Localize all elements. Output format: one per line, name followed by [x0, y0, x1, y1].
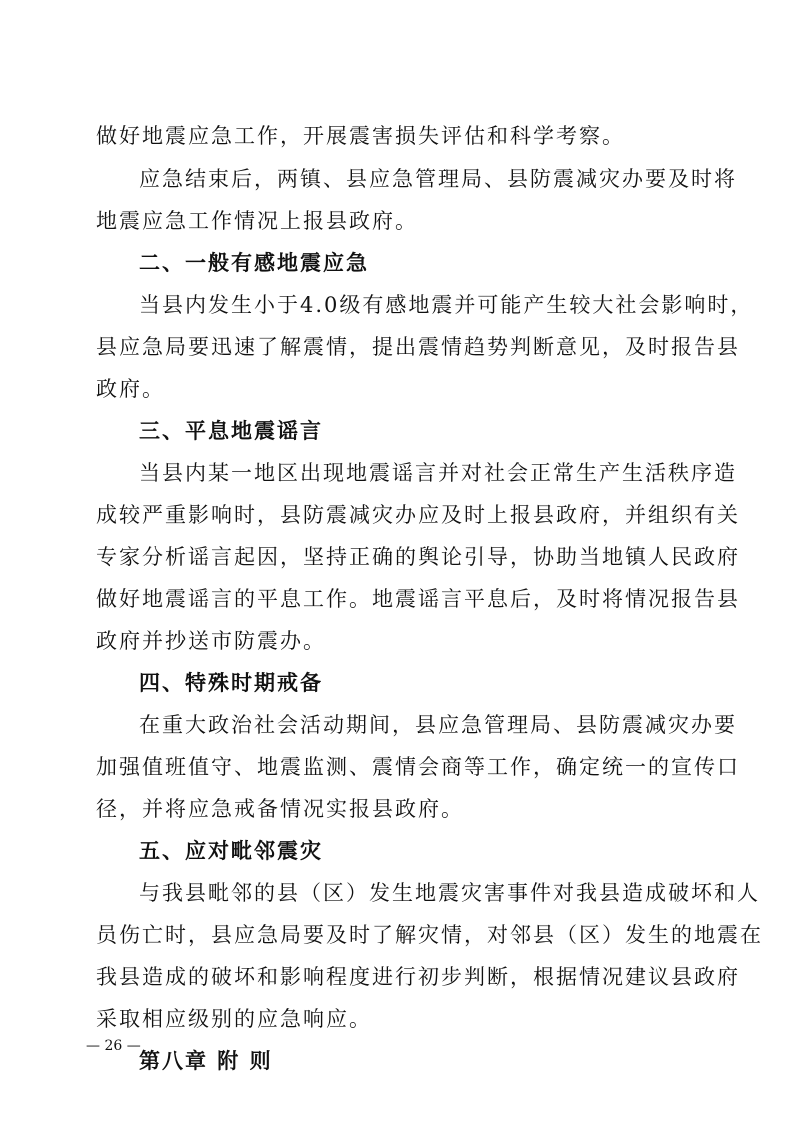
paragraph-line: 应急结束后，两镇、县应急管理局、县防震减灾办要及时将: [139, 167, 737, 191]
paragraph-line: 成较严重影响时，县防震减灾办应及时上报县政府，并组织有关: [96, 503, 740, 527]
paragraph-line: 径，并将应急戒备情况实报县政府。: [96, 797, 464, 821]
paragraph-line: 做好地震应急工作，开展震害损失评估和科学考察。: [96, 124, 625, 148]
paragraph-line: 地震应急工作情况上报县政府。: [96, 209, 418, 233]
paragraph-line: 政府。: [96, 377, 165, 401]
section-heading: 三、平息地震谣言: [139, 419, 323, 443]
paragraph-line: 在重大政治社会活动期间，县应急管理局、县防震减灾办要: [139, 713, 737, 737]
section-heading: 五、应对毗邻震灾: [139, 839, 323, 863]
paragraph-line: 当县内某一地区出现地震谣言并对社会正常生产生活秩序造: [139, 461, 737, 485]
paragraph-line: 做好地震谣言的平息工作。地震谣言平息后，及时将情况报告县: [96, 587, 740, 611]
paragraph-line: 当县内发生小于4.0级有感地震并可能产生较大社会影响时，: [139, 293, 754, 317]
paragraph-line: 政府并抄送市防震办。: [96, 629, 326, 653]
paragraph-line: 加强值班值守、地震监测、震情会商等工作，确定统一的宣传口: [96, 755, 740, 779]
paragraph-line: 我县造成的破坏和影响程度进行初步判断，根据情况建议县政府: [96, 965, 740, 989]
paragraph-line: 与我县毗邻的县（区）发生地震灾害事件对我县造成破坏和人: [139, 881, 760, 905]
paragraph-line: 专家分析谣言起因，坚持正确的舆论引导，协助当地镇人民政府: [96, 545, 740, 569]
chapter-heading: 第八章 附 则: [139, 1049, 273, 1073]
page-number: — 26 —: [86, 1038, 141, 1054]
section-heading: 二、一般有感地震应急: [139, 251, 369, 275]
paragraph-line: 县应急局要迅速了解震情，提出震情趋势判断意见，及时报告县: [96, 335, 740, 359]
paragraph-line: 员伤亡时，县应急局要及时了解灾情，对邻县（区）发生的地震在: [96, 923, 763, 947]
section-heading: 四、特殊时期戒备: [139, 671, 323, 695]
paragraph-line: 采取相应级别的应急响应。: [96, 1007, 372, 1031]
